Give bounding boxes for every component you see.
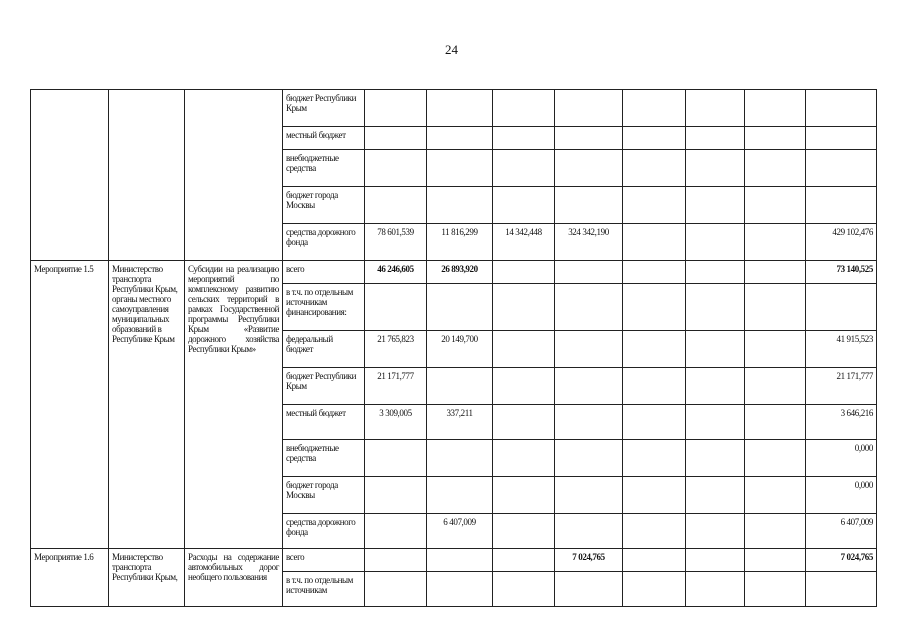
year-value-cell xyxy=(686,405,745,440)
year-value-cell xyxy=(555,90,623,127)
year-value-cell xyxy=(623,477,686,514)
year-value-cell xyxy=(493,127,555,150)
year-value-cell xyxy=(365,284,427,331)
total-value-cell: 6 407,009 xyxy=(806,514,877,549)
year-value-cell: 337,211 xyxy=(427,405,493,440)
year-value-cell xyxy=(745,549,806,572)
table-row xyxy=(31,90,877,127)
funding-table xyxy=(30,89,877,607)
year-value-cell xyxy=(623,549,686,572)
year-value-cell xyxy=(555,284,623,331)
year-value-cell xyxy=(555,331,623,368)
year-value-cell xyxy=(365,572,427,607)
funding-source-cell: всего xyxy=(283,261,365,284)
year-value-cell xyxy=(686,368,745,405)
year-value-cell xyxy=(493,368,555,405)
year-value-cell xyxy=(623,150,686,187)
year-value-cell xyxy=(745,284,806,331)
year-value-cell xyxy=(493,261,555,284)
year-value-cell xyxy=(745,261,806,284)
year-value-cell xyxy=(745,331,806,368)
year-value-cell xyxy=(686,514,745,549)
year-value-cell xyxy=(686,477,745,514)
executor-cell xyxy=(109,90,185,261)
activity-name-cell: Мероприятие 1.6 xyxy=(31,549,109,607)
year-value-cell: 20 149,700 xyxy=(427,331,493,368)
year-value-cell xyxy=(745,224,806,261)
year-value-cell xyxy=(493,440,555,477)
funding-source-cell: бюджет Республики Крым xyxy=(283,90,365,127)
year-value-cell xyxy=(555,477,623,514)
year-value-cell xyxy=(493,477,555,514)
year-value-cell xyxy=(427,477,493,514)
year-value-cell: 324 342,190 xyxy=(555,224,623,261)
activity-description-cell xyxy=(185,90,283,261)
year-value-cell xyxy=(745,514,806,549)
year-value-cell xyxy=(686,187,745,224)
year-value-cell xyxy=(686,150,745,187)
funding-source-cell: внебюджетные средства xyxy=(283,150,365,187)
year-value-cell xyxy=(493,187,555,224)
year-value-cell xyxy=(745,150,806,187)
executor-cell: Министерство транспорта Республики Крым, органы местного самоуправления муниципальных образований в Республике Крым xyxy=(109,261,185,549)
year-value-cell xyxy=(365,477,427,514)
year-value-cell xyxy=(745,477,806,514)
total-value-cell xyxy=(806,90,877,127)
year-value-cell: 7 024,765 xyxy=(555,549,623,572)
total-value-cell: 0,000 xyxy=(806,440,877,477)
total-value-cell xyxy=(806,572,877,607)
year-value-cell xyxy=(623,514,686,549)
year-value-cell xyxy=(365,187,427,224)
year-value-cell xyxy=(427,368,493,405)
year-value-cell: 3 309,005 xyxy=(365,405,427,440)
year-value-cell xyxy=(365,440,427,477)
year-value-cell xyxy=(623,187,686,224)
total-value-cell: 21 171,777 xyxy=(806,368,877,405)
year-value-cell xyxy=(745,127,806,150)
year-value-cell xyxy=(686,127,745,150)
year-value-cell xyxy=(686,331,745,368)
year-value-cell xyxy=(623,440,686,477)
year-value-cell xyxy=(427,549,493,572)
activity-name-cell xyxy=(31,90,109,261)
year-value-cell xyxy=(623,224,686,261)
table-row xyxy=(31,261,877,284)
year-value-cell xyxy=(493,405,555,440)
year-value-cell xyxy=(686,572,745,607)
year-value-cell xyxy=(623,572,686,607)
activity-name-cell: Мероприятие 1.5 xyxy=(31,261,109,549)
year-value-cell: 11 816,299 xyxy=(427,224,493,261)
funding-source-cell: бюджет города Москвы xyxy=(283,477,365,514)
year-value-cell xyxy=(427,150,493,187)
total-value-cell: 41 915,523 xyxy=(806,331,877,368)
funding-source-cell: средства дорожного фонда xyxy=(283,514,365,549)
total-value-cell xyxy=(806,127,877,150)
funding-source-cell: средства дорожного фонда xyxy=(283,224,365,261)
activity-description-cell: Субсидии на реализацию мероприятий по комплексному развитию сельских территорий в рамках Государственной программы Республики Крым «Развитие дорожного хозяйства Республики Крым» xyxy=(185,261,283,549)
year-value-cell xyxy=(745,368,806,405)
year-value-cell: 6 407,009 xyxy=(427,514,493,549)
year-value-cell xyxy=(493,284,555,331)
year-value-cell xyxy=(555,127,623,150)
year-value-cell xyxy=(555,187,623,224)
funding-source-cell: бюджет Республики Крым xyxy=(283,368,365,405)
year-value-cell xyxy=(555,150,623,187)
year-value-cell xyxy=(623,331,686,368)
funding-source-cell: внебюджетные средства xyxy=(283,440,365,477)
year-value-cell: 21 765,823 xyxy=(365,331,427,368)
year-value-cell xyxy=(623,405,686,440)
year-value-cell xyxy=(623,261,686,284)
year-value-cell xyxy=(493,514,555,549)
year-value-cell xyxy=(365,90,427,127)
funding-source-cell: в т.ч. по отдельным источникам xyxy=(283,572,365,607)
year-value-cell xyxy=(555,405,623,440)
year-value-cell: 46 246,605 xyxy=(365,261,427,284)
total-value-cell xyxy=(806,284,877,331)
total-value-cell: 73 140,525 xyxy=(806,261,877,284)
year-value-cell xyxy=(745,440,806,477)
year-value-cell xyxy=(493,572,555,607)
year-value-cell xyxy=(493,331,555,368)
funding-source-cell: федеральный бюджет xyxy=(283,331,365,368)
year-value-cell: 26 893,920 xyxy=(427,261,493,284)
year-value-cell xyxy=(427,284,493,331)
year-value-cell xyxy=(427,127,493,150)
year-value-cell xyxy=(427,187,493,224)
total-value-cell: 7 024,765 xyxy=(806,549,877,572)
year-value-cell xyxy=(555,440,623,477)
year-value-cell xyxy=(427,440,493,477)
activity-description-cell: Расходы на содержание автомобильных дорог необщего пользования xyxy=(185,549,283,607)
funding-source-cell: в т.ч. по отдельным источникам финансирования: xyxy=(283,284,365,331)
year-value-cell xyxy=(493,549,555,572)
table-row xyxy=(31,549,877,572)
year-value-cell xyxy=(623,90,686,127)
total-value-cell: 0,000 xyxy=(806,477,877,514)
year-value-cell xyxy=(686,261,745,284)
year-value-cell xyxy=(686,440,745,477)
year-value-cell xyxy=(493,150,555,187)
table-body xyxy=(31,90,877,607)
year-value-cell xyxy=(745,90,806,127)
year-value-cell xyxy=(555,572,623,607)
executor-cell: Министерство транспорта Республики Крым, xyxy=(109,549,185,607)
year-value-cell xyxy=(427,90,493,127)
funding-source-cell: местный бюджет xyxy=(283,127,365,150)
year-value-cell xyxy=(555,514,623,549)
year-value-cell xyxy=(427,572,493,607)
total-value-cell: 3 646,216 xyxy=(806,405,877,440)
year-value-cell xyxy=(555,368,623,405)
total-value-cell xyxy=(806,187,877,224)
year-value-cell xyxy=(745,572,806,607)
funding-source-cell: всего xyxy=(283,549,365,572)
year-value-cell xyxy=(745,405,806,440)
year-value-cell xyxy=(555,261,623,284)
year-value-cell xyxy=(686,224,745,261)
year-value-cell xyxy=(623,127,686,150)
year-value-cell xyxy=(686,90,745,127)
year-value-cell xyxy=(745,187,806,224)
total-value-cell: 429 102,476 xyxy=(806,224,877,261)
year-value-cell: 14 342,448 xyxy=(493,224,555,261)
total-value-cell xyxy=(806,150,877,187)
year-value-cell xyxy=(623,284,686,331)
year-value-cell xyxy=(365,127,427,150)
funding-source-cell: бюджет города Москвы xyxy=(283,187,365,224)
year-value-cell xyxy=(365,150,427,187)
year-value-cell xyxy=(493,90,555,127)
year-value-cell: 78 601,539 xyxy=(365,224,427,261)
year-value-cell: 21 171,777 xyxy=(365,368,427,405)
page-number: 24 xyxy=(445,42,458,57)
year-value-cell xyxy=(623,368,686,405)
funding-source-cell: местный бюджет xyxy=(283,405,365,440)
year-value-cell xyxy=(365,549,427,572)
year-value-cell xyxy=(365,514,427,549)
year-value-cell xyxy=(686,549,745,572)
year-value-cell xyxy=(686,284,745,331)
